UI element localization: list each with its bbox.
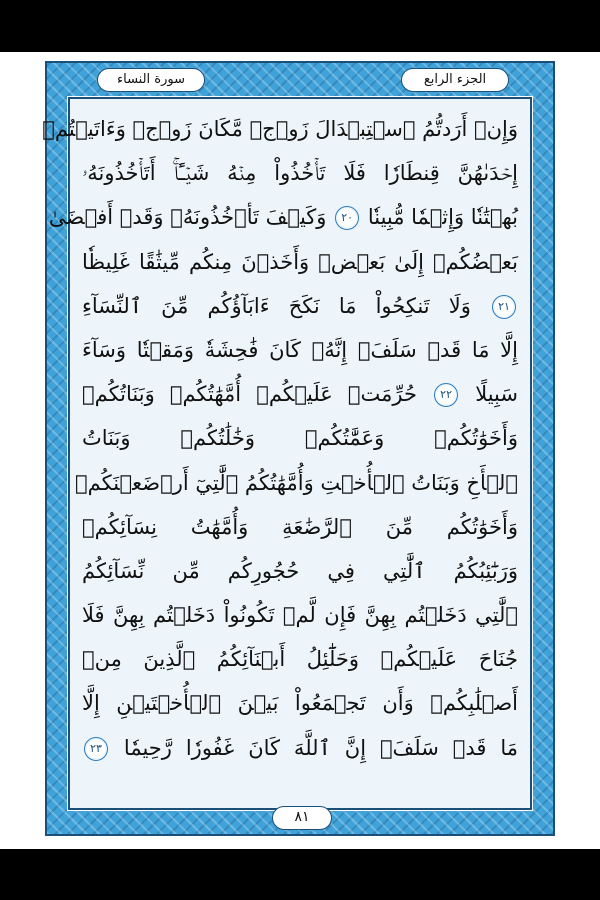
juz-label: الجزء الرابع (401, 68, 509, 92)
line-text: وَأَخَوَٰتُكُمۡ وَعَمَّٰتُكُمۡ وَخَٰلَٰتُكُمۡ وَبَنَاتُ (82, 426, 518, 451)
page-number: ٨١ (272, 806, 332, 830)
verse-lines (42, 107, 518, 770)
verse-line (82, 328, 518, 372)
ayah-number-marker: ٢١ (492, 295, 516, 319)
line-text: وَرَبَٰٓئِبُكُمُ ٱلَّٰتِي فِي حُجُورِكُم مِّن نِّسَآئِكُمُ (82, 558, 518, 583)
line-text: وَكَيۡفَ تَأۡخُذُونَهُۥ وَقَدۡ أَفۡضَىٰ (48, 205, 327, 230)
line-text: ٱلۡأَخِ وَبَنَاتُ ٱلۡأُخۡتِ وَأُمَّهَٰتُكُمُ ٱلَّٰتِيٓ أَرۡضَعۡنَكُمۡ (75, 470, 518, 495)
line-text: إِحۡدَىٰهُنَّ قِنطَارٗا فَلَا تَأۡخُذُواْ مِنۡهُ شَيۡـًٔاۚ أَتَأۡخُذُونَهُۥ (82, 161, 518, 186)
surah-label: سورة النساء (97, 68, 205, 92)
line-text: وَأَخَوَٰتُكُم مِّنَ ٱلرَّضَٰعَةِ وَأُمَّهَٰتُ نِسَآئِكُمۡ (82, 514, 518, 539)
verse-line (82, 593, 518, 637)
verse-line (82, 372, 518, 416)
line-text: مَا قَدۡ سَلَفَۗ إِنَّ ٱللَّهَ كَانَ غَفُورٗا رَّحِيمٗا (123, 735, 518, 760)
line-text: سَبِيلًا (475, 382, 518, 407)
mushaf-page (0, 52, 600, 849)
verse-line (82, 681, 518, 725)
verse-line (42, 107, 518, 151)
line-text: إِلَّا مَا قَدۡ سَلَفَۚ إِنَّهُۥ كَانَ فَٰحِشَةٗ وَمَقۡتٗا وَسَآءَ (82, 337, 518, 362)
verse-line (82, 240, 518, 284)
line-text: بَعۡضُكُمۡ إِلَىٰ بَعۡضٖ وَأَخَذۡنَ مِنكُم مِّيثَٰقًا غَلِيظٗا (82, 249, 518, 274)
line-text: ٱلَّٰتِي دَخَلۡتُم بِهِنَّ فَإِن لَّمۡ تَكُونُواْ دَخَلۡتُم بِهِنَّ فَلَا (82, 603, 518, 628)
verse-line (48, 195, 518, 239)
ayah-number-marker: ٢٠ (335, 206, 359, 230)
ayah-number-marker: ٢٢ (434, 383, 458, 407)
line-text: وَإِنۡ أَرَدتُّمُ ٱسۡتِبۡدَالَ زَوۡجٖ مَّكَانَ زَوۡجٖ وَءَاتَيۡتُمۡ (42, 117, 518, 141)
verse-line (75, 461, 518, 505)
verse-line (82, 505, 518, 549)
line-text: وَلَا تَنكِحُواْ مَا نَكَحَ ءَابَآؤُكُم مِّنَ ٱلنِّسَآءِ (82, 293, 471, 318)
verse-line (82, 637, 518, 681)
verse-line (82, 549, 518, 593)
line-text: جُنَاحَ عَلَيۡكُمۡ وَحَلَٰٓئِلُ أَبۡنَآئِكُمُ ٱلَّذِينَ مِنۡ (82, 647, 518, 672)
ayah-number-marker: ٢٣ (84, 737, 108, 761)
verse-line (82, 284, 518, 328)
line-text: بُهۡتَٰنٗا وَإِثۡمٗا مُّبِينٗا (367, 205, 518, 230)
verse-line (82, 726, 518, 770)
ornamental-border (42, 61, 555, 836)
line-text: حُرِّمَتۡ عَلَيۡكُمۡ أُمَّهَٰتُكُمۡ وَبَنَاتُكُمۡ (82, 382, 417, 407)
verse-line (82, 151, 518, 195)
verse-line (82, 416, 518, 460)
line-text: أَصۡلَٰبِكُمۡ وَأَن تَجۡمَعُواْ بَيۡنَ ٱلۡأُخۡتَيۡنِ إِلَّا (82, 691, 518, 716)
text-area (42, 97, 532, 810)
